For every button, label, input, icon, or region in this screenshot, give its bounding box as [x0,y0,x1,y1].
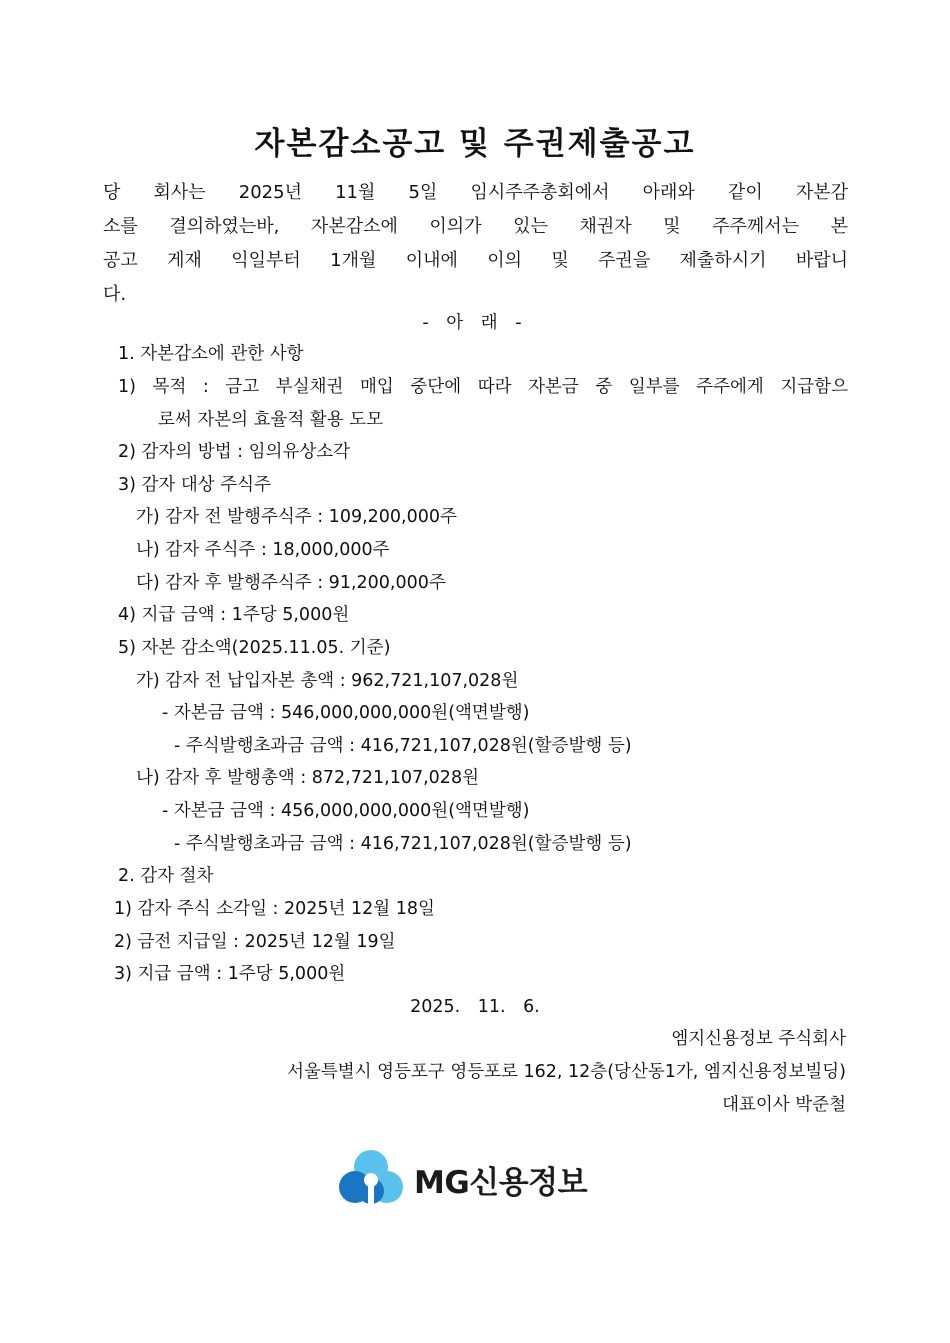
section2-heading: 2. 감자 절차 [118,866,214,886]
intro-paragraph [103,176,848,312]
section1-heading: 1. 자본감소에 관한 사항 [118,344,304,364]
intro-line: 당 회사는 2025년 11월 5일 임시주주총회에서 아래와 같이 자본감 [103,182,848,203]
section2-payment: 3) 지급 금액 : 1주당 5,000원 [114,964,346,984]
payment-date: 2) 금전 지급일 : 2025년 12월 19일 [114,932,396,952]
reduction-heading: 5) 자본 감소액(2025.11.05. 기준) [118,638,391,658]
after-capital: - 자본금 금액 : 456,000,000,000원(액면발행) [162,801,530,821]
target-reduced: 나) 감자 주식주 : 18,000,000주 [136,540,390,560]
target-heading: 3) 감자 대상 주식주 [118,475,271,495]
intro-line: 공고 게재 익일부터 1개월 이내에 이의 및 주권을 제출하시기 바랍니 [103,250,848,271]
logo-stem [368,1180,374,1210]
intro-line: 다. [103,284,127,305]
before-capital: - 자본금 금액 : 546,000,000,000원(액면발행) [162,703,530,723]
before-total: 가) 감자 전 납입자본 총액 : 962,721,107,028원 [136,671,519,691]
payment-amount: 4) 지급 금액 : 1주당 5,000원 [118,605,350,625]
intro-line: 소를 결의하였는바, 자본감소에 이의가 있는 채권자 및 주주께서는 본 [103,216,848,237]
company-logo [338,1147,587,1211]
after-total: 나) 감자 후 발행총액 : 872,721,107,028원 [136,768,479,788]
cancel-date: 1) 감자 주식 소각일 : 2025년 12월 18일 [114,899,435,919]
purpose-item-continued: 로써 자본의 효율적 활용 도모 [158,410,384,430]
cloud-clover-icon [338,1147,404,1211]
purpose-item: 1) 목적 : 금고 부실채권 매입 중단에 따라 자본금 중 일부를 주주에게 지급함으 [118,377,848,397]
before-premium: - 주식발행초과금 금액 : 416,721,107,028원(할증발행 등) [174,736,632,756]
after-premium: - 주식발행초과금 금액 : 416,721,107,028원(할증발행 등) [174,834,632,854]
target-after: 다) 감자 후 발행주식주 : 91,200,000주 [136,573,446,593]
method-item: 2) 감자의 방법 : 임의유상소각 [118,442,351,462]
company-ceo: 대표이사 박준철 [722,1095,846,1115]
company-name: 엠지신용정보 주식회사 [671,1029,846,1049]
target-before: 가) 감자 전 발행주식주 : 109,200,000주 [136,507,457,527]
notice-date: 2025. 11. 6. [410,997,540,1017]
company-address: 서울특별시 영등포구 영등포로 162, 12층(당산동1가, 엠지신용정보빌딩) [287,1062,846,1082]
logo-text: MG신용정보 [414,1164,588,1201]
notice-label: - 아 래 - [422,313,528,333]
page-title: 자본감소공고 및 주권제출공고 [254,126,696,162]
